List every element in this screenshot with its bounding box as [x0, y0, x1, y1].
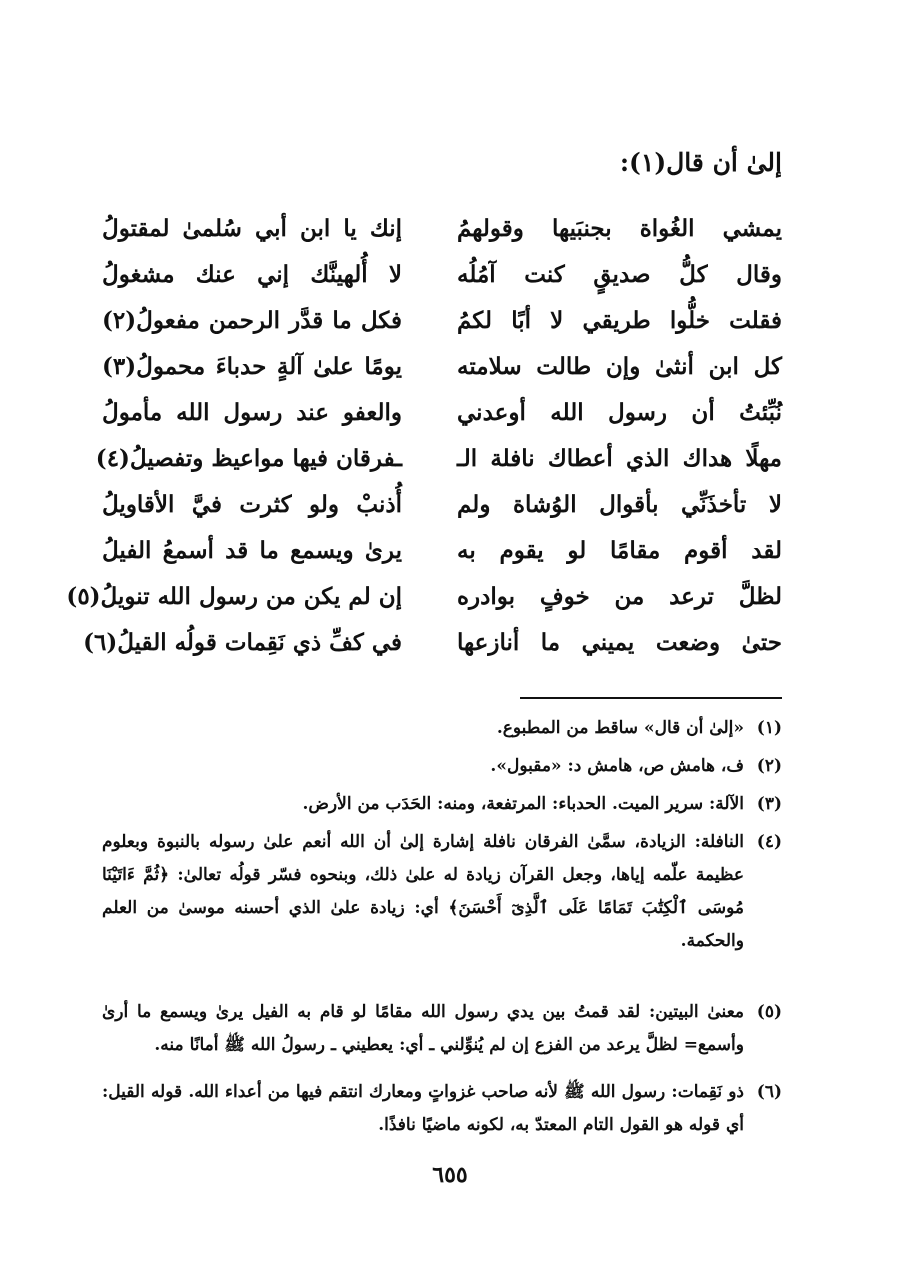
footnote	[102, 996, 782, 1062]
verse-second-half: يرىٰ ويسمع ما قد أسمعُ الفيلُ	[102, 537, 402, 564]
footnote-text: الآلة: سرير الميت. الحدباء: المرتفعة، ومنه: الحَدَب من الأرض.	[302, 794, 744, 814]
footnote-text: النافلة: الزيادة، سمَّىٰ الفرقان نافلة إشارة إلىٰ أن الله أنعم علىٰ رسوله بالنبوة وبعلوم عظيمة علّمه إياها، وجعل القرآن زيادة له علىٰ ذلك، وبنحوه فسّر قولُه تعالىٰ: ﴿ثُمَّ ءَاتَيْنَا مُوسَى ٱلْكِتَٰبَ تَمَامًا عَلَى ٱلَّذِىٓ أَحْسَنَ﴾ أي: زيادة علىٰ الذي أحسنه موسىٰ من العلم والحكمة.	[102, 832, 744, 951]
footnote-text: ذو نَقِمات: رسول الله ﷺ لأنه صاحب غزواتٍ ومعارك انتقم فيها من أعداء الله. قوله القيل: أي قوله هو القول التام المعتدّ به، لكونه ماضيًا نافذًا.	[102, 1082, 745, 1135]
footnote	[102, 788, 782, 821]
footnote-number: (٥)	[756, 1002, 782, 1022]
footnote-number: (٦)	[756, 1082, 782, 1102]
verse-first-half: وقال كلُّ صديقٍ كنت آمُلُه	[457, 261, 782, 288]
verse-line	[102, 251, 782, 299]
verse-line	[102, 343, 782, 391]
footnote-separator	[520, 697, 782, 699]
footnote-number: (٣)	[756, 794, 782, 814]
verse-first-half: لا تأخذَنِّي بأقوال الوُشاة ولم	[457, 491, 782, 518]
verse-second-half: لا أُلهينَّك إني عنك مشغولُ	[102, 261, 402, 288]
verse-second-half: فكل ما قدَّر الرحمن مفعولُ(٢)	[102, 307, 402, 334]
verse-line	[66, 573, 782, 621]
verse-first-half: حتىٰ وضعت يميني ما أنازعها	[457, 629, 782, 656]
verse-second-half: ـفرقان فيها مواعيظ وتفصيلُ(٤)	[95, 445, 402, 472]
verse-line	[102, 389, 782, 437]
verse-first-half: لظلَّ ترعد من خوفٍ بوادره	[457, 583, 782, 610]
footnote-number: (١)	[756, 718, 782, 738]
footnote	[102, 750, 782, 783]
verse-second-half: في كفِّ ذي نَقِمات قولُه القيلُ(٦)	[83, 629, 402, 656]
footnote	[102, 712, 782, 745]
verse-second-half: إن لم يكن من رسول الله تنويلُ(٥)	[66, 583, 402, 610]
verse-second-half: والعفو عند رسول الله مأمولُ	[102, 399, 402, 426]
footnote-text: معنىٰ البيتين: لقد قمتُ بين يدي رسول الله مقامًا لو قام به الفيل يرىٰ ويسمع ما أرىٰ وأسمع= لظلَّ يرعد من الفزع إن لم يُنوِّلني ـ أي: يعطيني ـ رسولُ الله ﷺ أمانًا منه.	[102, 1002, 744, 1055]
page-number: ٦٥٥	[432, 1162, 468, 1188]
footnote-text: «إلىٰ أن قال» ساقط من المطبوع.	[496, 718, 744, 738]
verse-first-half: فقلت خلُّوا طريقي لا أبًا لكمُ	[457, 307, 782, 334]
footnote	[102, 1076, 782, 1142]
verse-first-half: يمشي الغُواة بجنبَيها وقولهمُ	[457, 215, 782, 242]
verse-first-half: نُبِّئتُ أن رسول الله أوعدني	[457, 399, 782, 426]
verse-first-half: كل ابن أنثىٰ وإن طالت سلامته	[457, 353, 782, 380]
verse-second-half: أُذنبْ ولو كثرت فيَّ الأقاويلُ	[102, 491, 402, 518]
verse-first-half: مهلًا هداك الذي أعطاك نافلة الـ	[457, 445, 782, 472]
verse-line	[102, 481, 782, 529]
footnote-number: (٤)	[756, 832, 782, 852]
verse-line	[102, 527, 782, 575]
verse-line	[83, 619, 782, 667]
footnote	[102, 826, 782, 958]
footnote-number: (٢)	[756, 756, 782, 776]
verse-line	[102, 205, 782, 253]
verse-first-half: لقد أقوم مقامًا لو يقوم به	[457, 537, 782, 564]
footnote-text: ف، هامش ص، هامش د: «مقبول».	[490, 756, 744, 776]
verse-line	[95, 435, 782, 483]
verse-second-half: يومًا علىٰ آلةٍ حدباءَ محمولُ(٣)	[102, 353, 402, 380]
verse-line	[102, 297, 782, 345]
verse-second-half: إنك يا ابن أبي سُلمىٰ لمقتولُ	[102, 215, 402, 242]
intro-line: إلىٰ أن قال(١):	[619, 148, 782, 177]
